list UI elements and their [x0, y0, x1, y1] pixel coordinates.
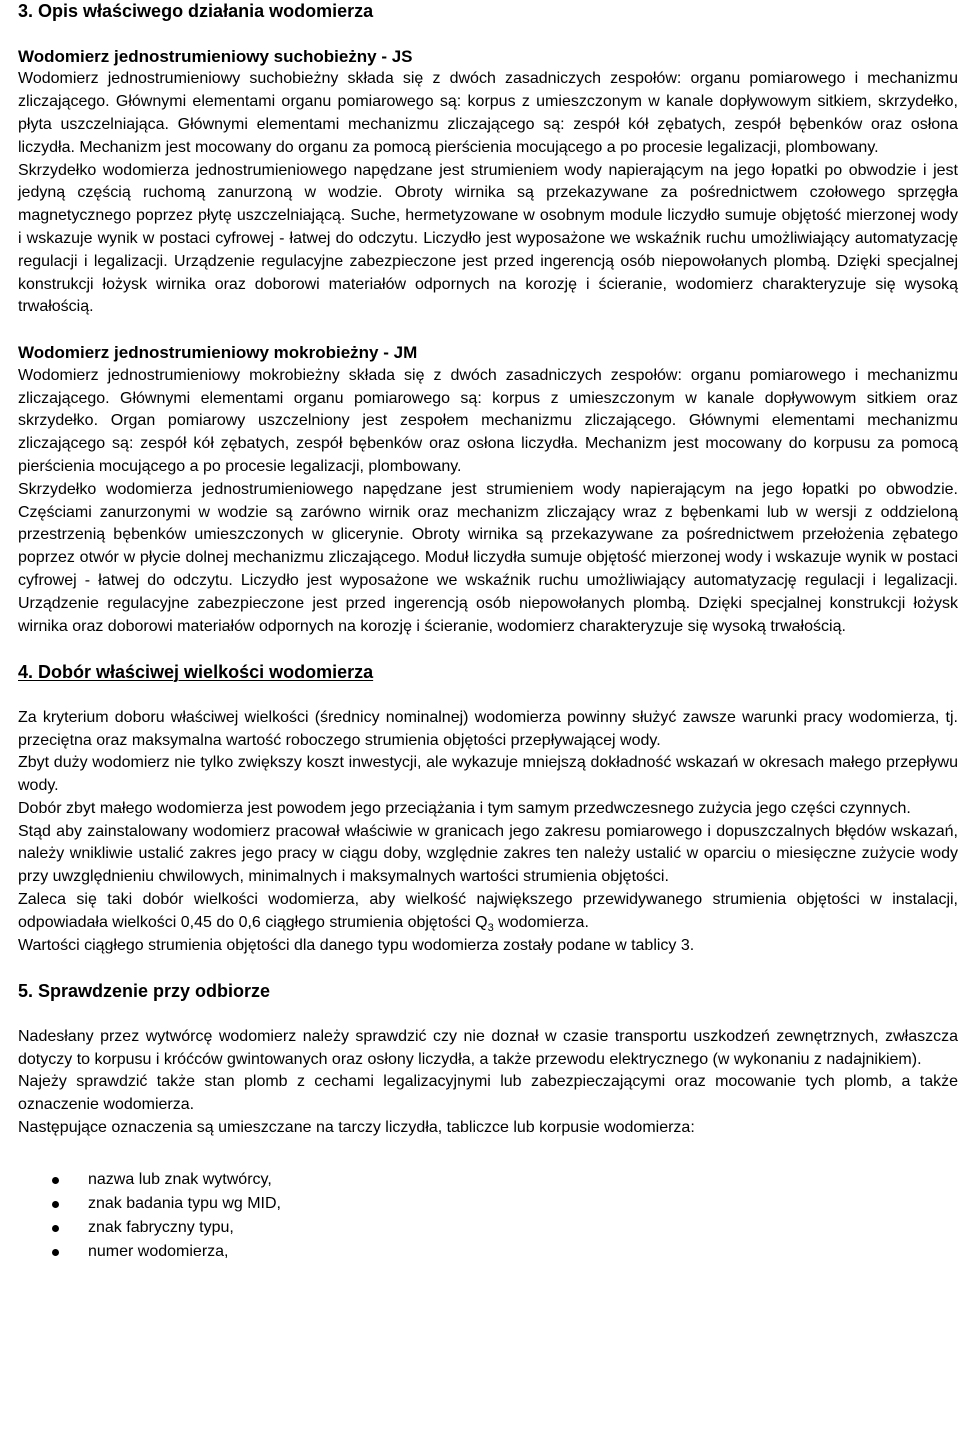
list-item: [18, 1240, 958, 1264]
sec4-paragraph-q3: [18, 889, 958, 935]
section-5-body: [18, 1026, 958, 1140]
bullet-icon: [52, 1249, 59, 1256]
section-5: [18, 980, 958, 1003]
js-paragraph-1: Wodomierz jednostrumieniowy suchobieżny składa się z dwóch zasadniczych zespołów: organu pomiarowego i mechanizmu zliczającego. Głównymi elementami organu pomiarowego są: korpus z umieszczonym w kanale dopływowym sitkiem, skrzydełko, płyta uszczelniająca. Głównymi elementami mechanizmu zliczającego są: zespół kół zębatych, zespół bębenków oraz osłona liczydła. Mechanizm jest mocowany do organu za pomocą pierścienia mocującego a po procesie legalizacji, plombowany.: [18, 70, 958, 156]
q3-subscript: 3: [487, 922, 494, 935]
bullet-icon: [52, 1225, 59, 1232]
sec4-paragraph-2: Zbyt duży wodomierz nie tylko zwiększy koszt inwestycji, ale wykazuje mniejszą dokładność wskazań w okresach małego przepływu wody.: [18, 754, 958, 795]
sec4-paragraph-3: Dobór zbyt małego wodomierza jest powodem jego przeciążania i tym samym przedwczesnego zużycia jego części czynnych.: [18, 799, 911, 817]
list-item: [18, 1192, 958, 1216]
list-item-text: nazwa lub znak wytwórcy,: [88, 1170, 272, 1188]
section-4-body: [18, 707, 958, 958]
bullet-icon: [52, 1201, 59, 1208]
list-item-text: znak fabryczny typu,: [88, 1218, 234, 1236]
list-item-text: znak badania typu wg MID,: [88, 1194, 281, 1212]
sec4-paragraph-1: Za kryterium doboru właściwej wielkości (średnicy nominalnej) wodomierza powinny służyć zawsze warunki pracy wodomierza, tj. przeciętna oraz maksymalna wartość roboczego strumienia objętości przepływającej wody.: [18, 708, 958, 749]
list-item-text: numer wodomierza,: [88, 1242, 229, 1260]
section-4-heading: 4. Dobór właściwej wielkości wodomierza: [18, 662, 374, 683]
js-paragraph-2: Skrzydełko wodomierza jednostrumieniowego napędzane jest strumieniem wody napierającym na jego łopatki po obwodzie i jest jedyną częścią ruchomą zanurzoną w wodzie. Obroty wirnika są przekazywane za pośrednictwem czołowego sprzęgła magnetycznego poprzez płytę uszczelniającą. Suche, hermetyzowane w osobnym module liczydło sumuje objętość mierzonej wody i wskazuje wynik w postaci cyfrowej - łatwej do odczytu. Liczydło jest wyposażone we wskaźnik ruchu umożliwiający automatyzację regulacji i legalizacji. Urządzenie regulacyjne zabezpieczone jest przed ingerencją osób niepowołanych plombą. Dzięki specjalnej konstrukcji łożysk wirnika oraz doborowi materiałów odpornych na korozję i ścieranie, wodomierz charakteryzuje się wysoką trwałością.: [18, 161, 958, 316]
sec5-paragraph-3: Następujące oznaczenia są umieszczane na tarczy liczydła, tabliczce lub korpusie wodomierza:: [18, 1119, 695, 1137]
js-title: Wodomierz jednostrumieniowy suchobieżny - JS: [18, 46, 413, 66]
jm-paragraph-2: Skrzydełko wodomierza jednostrumieniowego napędzane jest strumieniem wody napierającym na jego łopatki po obwodzie. Częściami zanurzonymi w wodzie są zarówno wirnik oraz mechanizm zliczający wraz z bębenkami lub w wersji z oddzieloną przestrzenią bębenków umieszczonych w glicerynie. Obroty wirnika są przekazywane za pośrednictwem przełożenia zębatego poprzez otwór w płycie dolnej mechanizmu zliczającego. Moduł liczydła sumuje objętość mierzonej wody i wskazuje wynik w postaci cyfrowej - łatwej do odczytu. Liczydło jest wyposażone we wskaźnik ruchu umożliwiający automatyzację regulacji i legalizacji. Urządzenie regulacyjne zabezpieczone jest przed ingerencją osób niepowołanych plombą. Dzięki specjalnej konstrukcji łożysk wirnika oraz doborowi materiałów odpornych na korozję i ścieranie, wodomierz charakteryzuje się wysoką trwałością.: [18, 480, 958, 635]
section-5-heading: 5. Sprawdzenie przy odbiorze: [18, 981, 271, 1002]
sec4-paragraph-4: Stąd aby zainstalowany wodomierz pracował właściwie w granicach jego zakresu pomiarowego i dopuszczalnych błędów wskazań, należy wnikliwie ustalić zakres jego pracy w ciągu doby, względnie zakres ten należy ustalić w oparciu o miesięczne zużycie wody przy uwzględnieniu chwilowych, minimalnych i maksymalnych wartości strumienia objętości.: [18, 822, 958, 886]
jm-paragraph-1: Wodomierz jednostrumieniowy mokrobieżny składa się z dwóch zasadniczych zespołów: organu pomiarowego i mechanizmu zliczającego. Głównymi elementami organu pomiarowego są: korpus z umieszczonym w kanale dopływowym sitkiem oraz skrzydełko. Organ pomiarowy uszczelniony jest zespołem mechanizmu zliczającego. Głównymi elementami mechanizmu zliczającego są: zespół kół zębatych, zespół bębenków oraz osłona liczydła. Mechanizm jest mocowany do korpusu za pomocą pierścienia mocującego a po procesie legalizacji, plombowany.: [18, 366, 958, 475]
jm-title: Wodomierz jednostrumieniowy mokrobieżny - JM: [18, 342, 418, 362]
js-section: [18, 46, 958, 320]
section-3: [18, 0, 958, 23]
list-item: [18, 1168, 958, 1192]
q3-tail: wodomierza.: [493, 913, 589, 931]
list-item: [18, 1216, 958, 1240]
marking-list: [18, 1168, 958, 1264]
sec5-paragraph-2: Najeży sprawdzić także stan plomb z cechami legalizacyjnymi lub zabezpieczającymi oraz mocowanie tych plomb, a także oznaczenie wodomierza.: [18, 1073, 958, 1114]
bullet-icon: [52, 1177, 59, 1184]
jm-section: [18, 342, 958, 638]
document-page: [18, 0, 958, 1264]
sec5-paragraph-1: Nadesłany przez wytwórcę wodomierz należy sprawdzić czy nie doznał w czasie transportu uszkodzeń zewnętrznych, zwłaszcza dotyczy to korpusu i króćców gwintowanych oraz osłony liczydła, a także przewodu elektrycznego (w wykonaniu z nadajnikiem).: [18, 1027, 958, 1068]
section-3-heading: 3. Opis właściwego działania wodomierza: [18, 1, 374, 21]
section-4: [18, 661, 958, 684]
q3-text: Zaleca się taki dobór wielkości wodomierza, aby wielkość największego przewidywanego strumienia objętości w instalacji, odpowiadała wielkości 0,45 do 0,6 ciągłego strumienia objętości Q: [18, 891, 958, 931]
sec4-paragraph-last: Wartości ciągłego strumienia objętości dla danego typu wodomierza zostały podane w tablicy 3.: [18, 936, 695, 954]
